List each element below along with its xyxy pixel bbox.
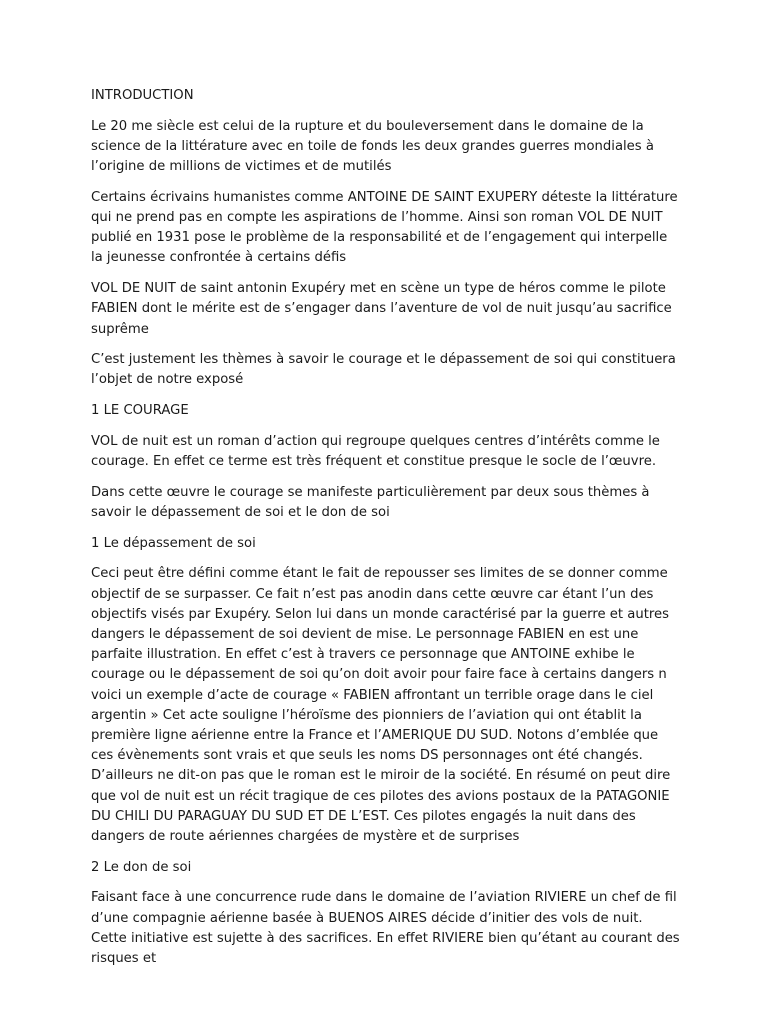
section-heading-courage: 1 LE COURAGE bbox=[91, 403, 189, 419]
document-body bbox=[91, 86, 681, 980]
paragraph: Certains écrivains humanistes comme ANTOINE DE SAINT EXUPERY déteste la littérature qui ne prend pas en compte les aspirations de l’homme. Ainsi son roman VOL DE NUIT publié en 1931 pose le problème de la responsabilité et de l’engagement qui interpelle la jeunesse confrontée à certains défis bbox=[91, 189, 678, 266]
paragraph: VOL de nuit est un roman d’action qui regroupe quelques centres d’intérêts comme le courage. En effet ce terme est très fréquent et constitue presque le socle de l’œuvre. bbox=[91, 433, 660, 470]
section-heading-introduction: INTRODUCTION bbox=[91, 88, 194, 103]
paragraph: Le 20 me siècle est celui de la rupture et du bouleversement dans le domaine de la science de la littérature avec en toile de fonds les deux grandes guerres mondiales à l’origine de millions de victimes et de mutilés bbox=[91, 118, 654, 175]
paragraph: VOL DE NUIT de saint antonin Exupéry met en scène un type de héros comme le pilote FABIEN dont le mérite est de s’engager dans l’aventure de vol de nuit jusqu’au sacrifice suprême bbox=[91, 281, 672, 337]
paragraph: C’est justement les thèmes à savoir le courage et le dépassement de soi qui constituera l’objet de notre exposé bbox=[91, 352, 676, 388]
paragraph: Ceci peut être défini comme étant le fait de repousser ses limites de se donner comme objectif de se surpasser. Ce fait n’est pas anodin dans cette œuvre car étant l’un des objectifs visés par Exupéry. Selon lui dans un monde caractérisé par la guerre et autres dangers le dépassement de soi devient de mise. Le personnage FABIEN en est une parfaite illustration. En effet c’est à travers ce personnage que ANTOINE exhibe le courage ou le dépassement de soi qu’on doit avoir pour faire face à certains dangers n voici un exemple d’acte de courage « FABIEN affrontant un terrible orage dans le ciel argentin » Cet acte souligne l’héroïsme des pionniers de l’aviation qui ont établit la première ligne aérienne entre la France et l’AMERIQUE DU SUD. Notons d’emblée que ces évènements sont vrais et que seuls les noms DS personnages ont été changés. D’ailleurs ne dit-on pas que le roman est le miroir de la société. En résumé on peut dire que vol de nuit est un récit tragique de ces pilotes des avions postaux de la PATAGONIE DU CHILI DU PARAGUAY DU SUD ET DE L’EST. Ces pilotes engagés la nuit dans des dangers de route aériennes chargées de mystère et de surprises bbox=[91, 566, 671, 844]
subsection-heading-depassement: 1 Le dépassement de soi bbox=[91, 535, 256, 551]
paragraph: Faisant face à une concurrence rude dans le domaine de l’aviation RIVIERE un chef de fil d’une compagnie aérienne basée à BUENOS AIRES décide d’initier des vols de nuit. Cette initiative est sujette à des sacrifices. En effet RIVIERE bien qu’étant au courant des risques et bbox=[91, 890, 680, 967]
subsection-heading-don-de-soi: 2 Le don de soi bbox=[91, 859, 192, 875]
paragraph: Dans cette œuvre le courage se manifeste particulièrement par deux sous thèmes à savoir le dépassement de soi et le don de soi bbox=[91, 484, 650, 520]
